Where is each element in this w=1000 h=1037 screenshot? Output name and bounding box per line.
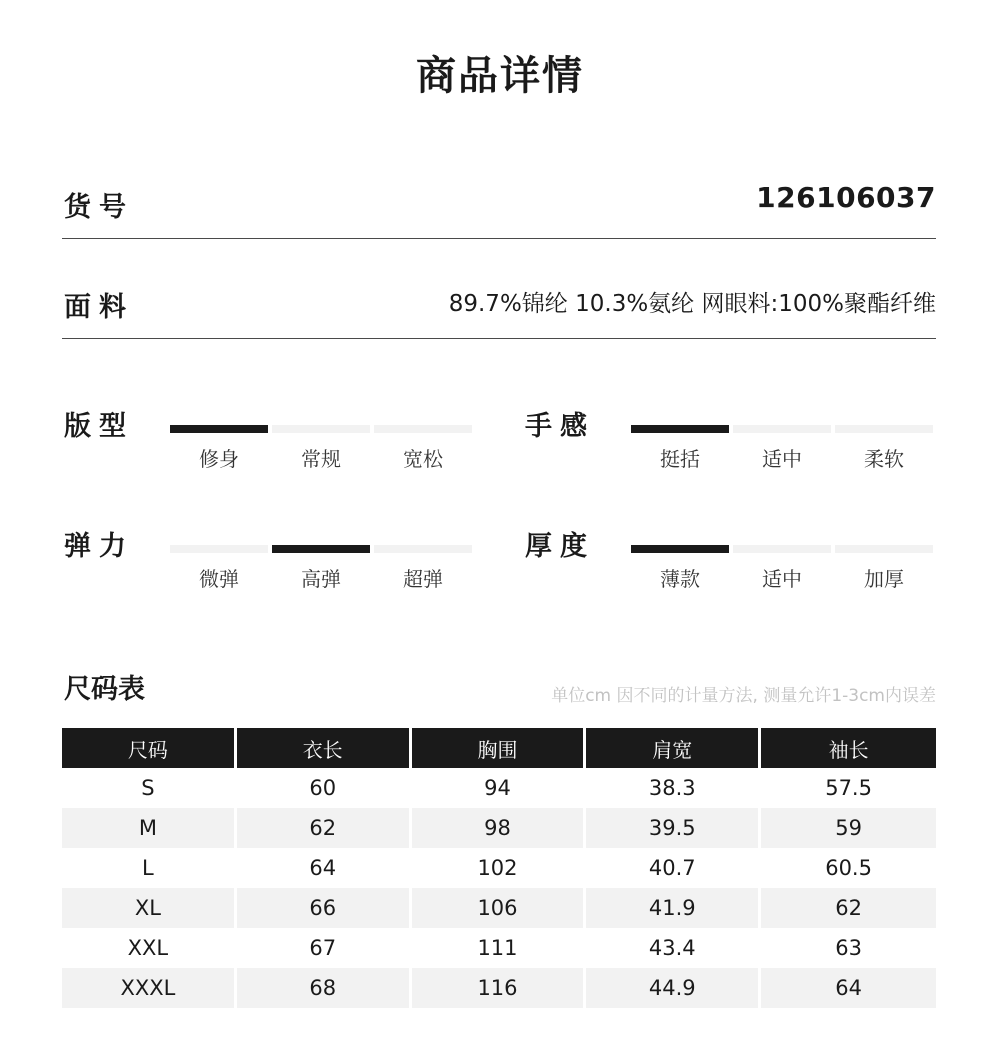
size-table [62, 728, 936, 1008]
table-row [62, 968, 936, 1008]
table-cell: S [62, 768, 237, 808]
table-row [62, 888, 936, 928]
table-row [62, 848, 936, 888]
scale-segment [170, 545, 268, 553]
table-cell: 64 [237, 848, 412, 888]
scale-option: 修身 [199, 447, 239, 471]
column-header: 胸围 [412, 728, 587, 768]
attribute-label: 弹力 [64, 531, 134, 562]
sku-row [62, 181, 936, 239]
column-header: 衣长 [237, 728, 412, 768]
table-cell: 66 [237, 888, 412, 928]
sku-value: 126106037 [756, 181, 936, 214]
scale-option: 超弹 [403, 567, 443, 591]
table-cell: 38.3 [586, 768, 761, 808]
fabric-label: 面料 [64, 292, 134, 323]
column-header: 肩宽 [586, 728, 761, 768]
scale-segment [272, 545, 370, 553]
scale-segment [733, 425, 831, 433]
sku-label: 货号 [64, 192, 134, 223]
table-cell: 102 [412, 848, 587, 888]
table-row [62, 808, 936, 848]
scale-option: 宽松 [403, 447, 443, 471]
scale-option: 薄款 [660, 567, 700, 591]
scale-segment [374, 545, 472, 553]
attribute-hand-feel [523, 409, 943, 489]
table-cell: 63 [835, 936, 862, 960]
table-cell: 41.9 [586, 888, 761, 928]
table-row [62, 768, 936, 808]
scale-option: 微弹 [199, 567, 239, 591]
attribute-fit [62, 409, 482, 489]
table-cell: 98 [412, 808, 587, 848]
attribute-thickness [523, 529, 943, 609]
table-cell: 43.4 [586, 928, 761, 968]
attribute-label: 版型 [64, 411, 134, 442]
table-cell: 59 [761, 808, 936, 848]
attribute-elasticity [62, 529, 482, 609]
table-cell: 106 [412, 888, 587, 928]
attribute-label: 厚度 [525, 531, 595, 562]
table-cell: L [62, 848, 237, 888]
scale-option: 柔软 [864, 447, 904, 471]
table-cell: 62 [237, 808, 412, 848]
size-chart-title: 尺码表 [64, 674, 145, 705]
table-cell: 62 [761, 888, 936, 928]
scale-option: 常规 [301, 447, 341, 471]
table-cell: M [62, 808, 237, 848]
column-header: 尺码 [62, 728, 237, 768]
scale-option: 挺括 [660, 447, 700, 471]
table-cell: XXXL [62, 968, 237, 1008]
table-cell: 44.9 [586, 968, 761, 1008]
table-cell: XXL [62, 928, 237, 968]
table-cell: 94 [412, 768, 587, 808]
attribute-label: 手感 [525, 411, 595, 442]
table-cell: 64 [761, 968, 936, 1008]
scale-segment [733, 545, 831, 553]
scale-option: 加厚 [864, 567, 904, 591]
table-cell: 60.5 [825, 856, 872, 880]
scale-segment [631, 545, 729, 553]
table-cell: 57.5 [825, 776, 872, 800]
page-title: 商品详情 [416, 53, 584, 99]
scale-option: 适中 [762, 447, 802, 471]
table-cell: 111 [412, 928, 587, 968]
table-cell: 60 [237, 768, 412, 808]
scale-option: 适中 [762, 567, 802, 591]
scale-segment [272, 425, 370, 433]
fabric-value: 89.7%锦纶 10.3%氨纶 网眼料:100%聚酯纤维 [448, 291, 936, 317]
scale-option: 高弹 [301, 567, 341, 591]
column-header: 袖长 [761, 728, 936, 768]
table-cell: 39.5 [586, 808, 761, 848]
fabric-row [62, 285, 936, 339]
table-row [62, 928, 936, 968]
table-cell: 116 [412, 968, 587, 1008]
scale-segment [835, 545, 933, 553]
scale-segment [374, 425, 472, 433]
table-cell: 67 [237, 928, 412, 968]
scale-segment [631, 425, 729, 433]
size-chart-note: 单位cm 因不同的计量方法, 测量允许1-3cm内误差 [551, 686, 936, 706]
size-table-header [62, 728, 936, 768]
table-cell: 68 [237, 968, 412, 1008]
scale-segment [170, 425, 268, 433]
scale-segment [835, 425, 933, 433]
table-cell: XL [62, 888, 237, 928]
table-cell: 40.7 [586, 848, 761, 888]
